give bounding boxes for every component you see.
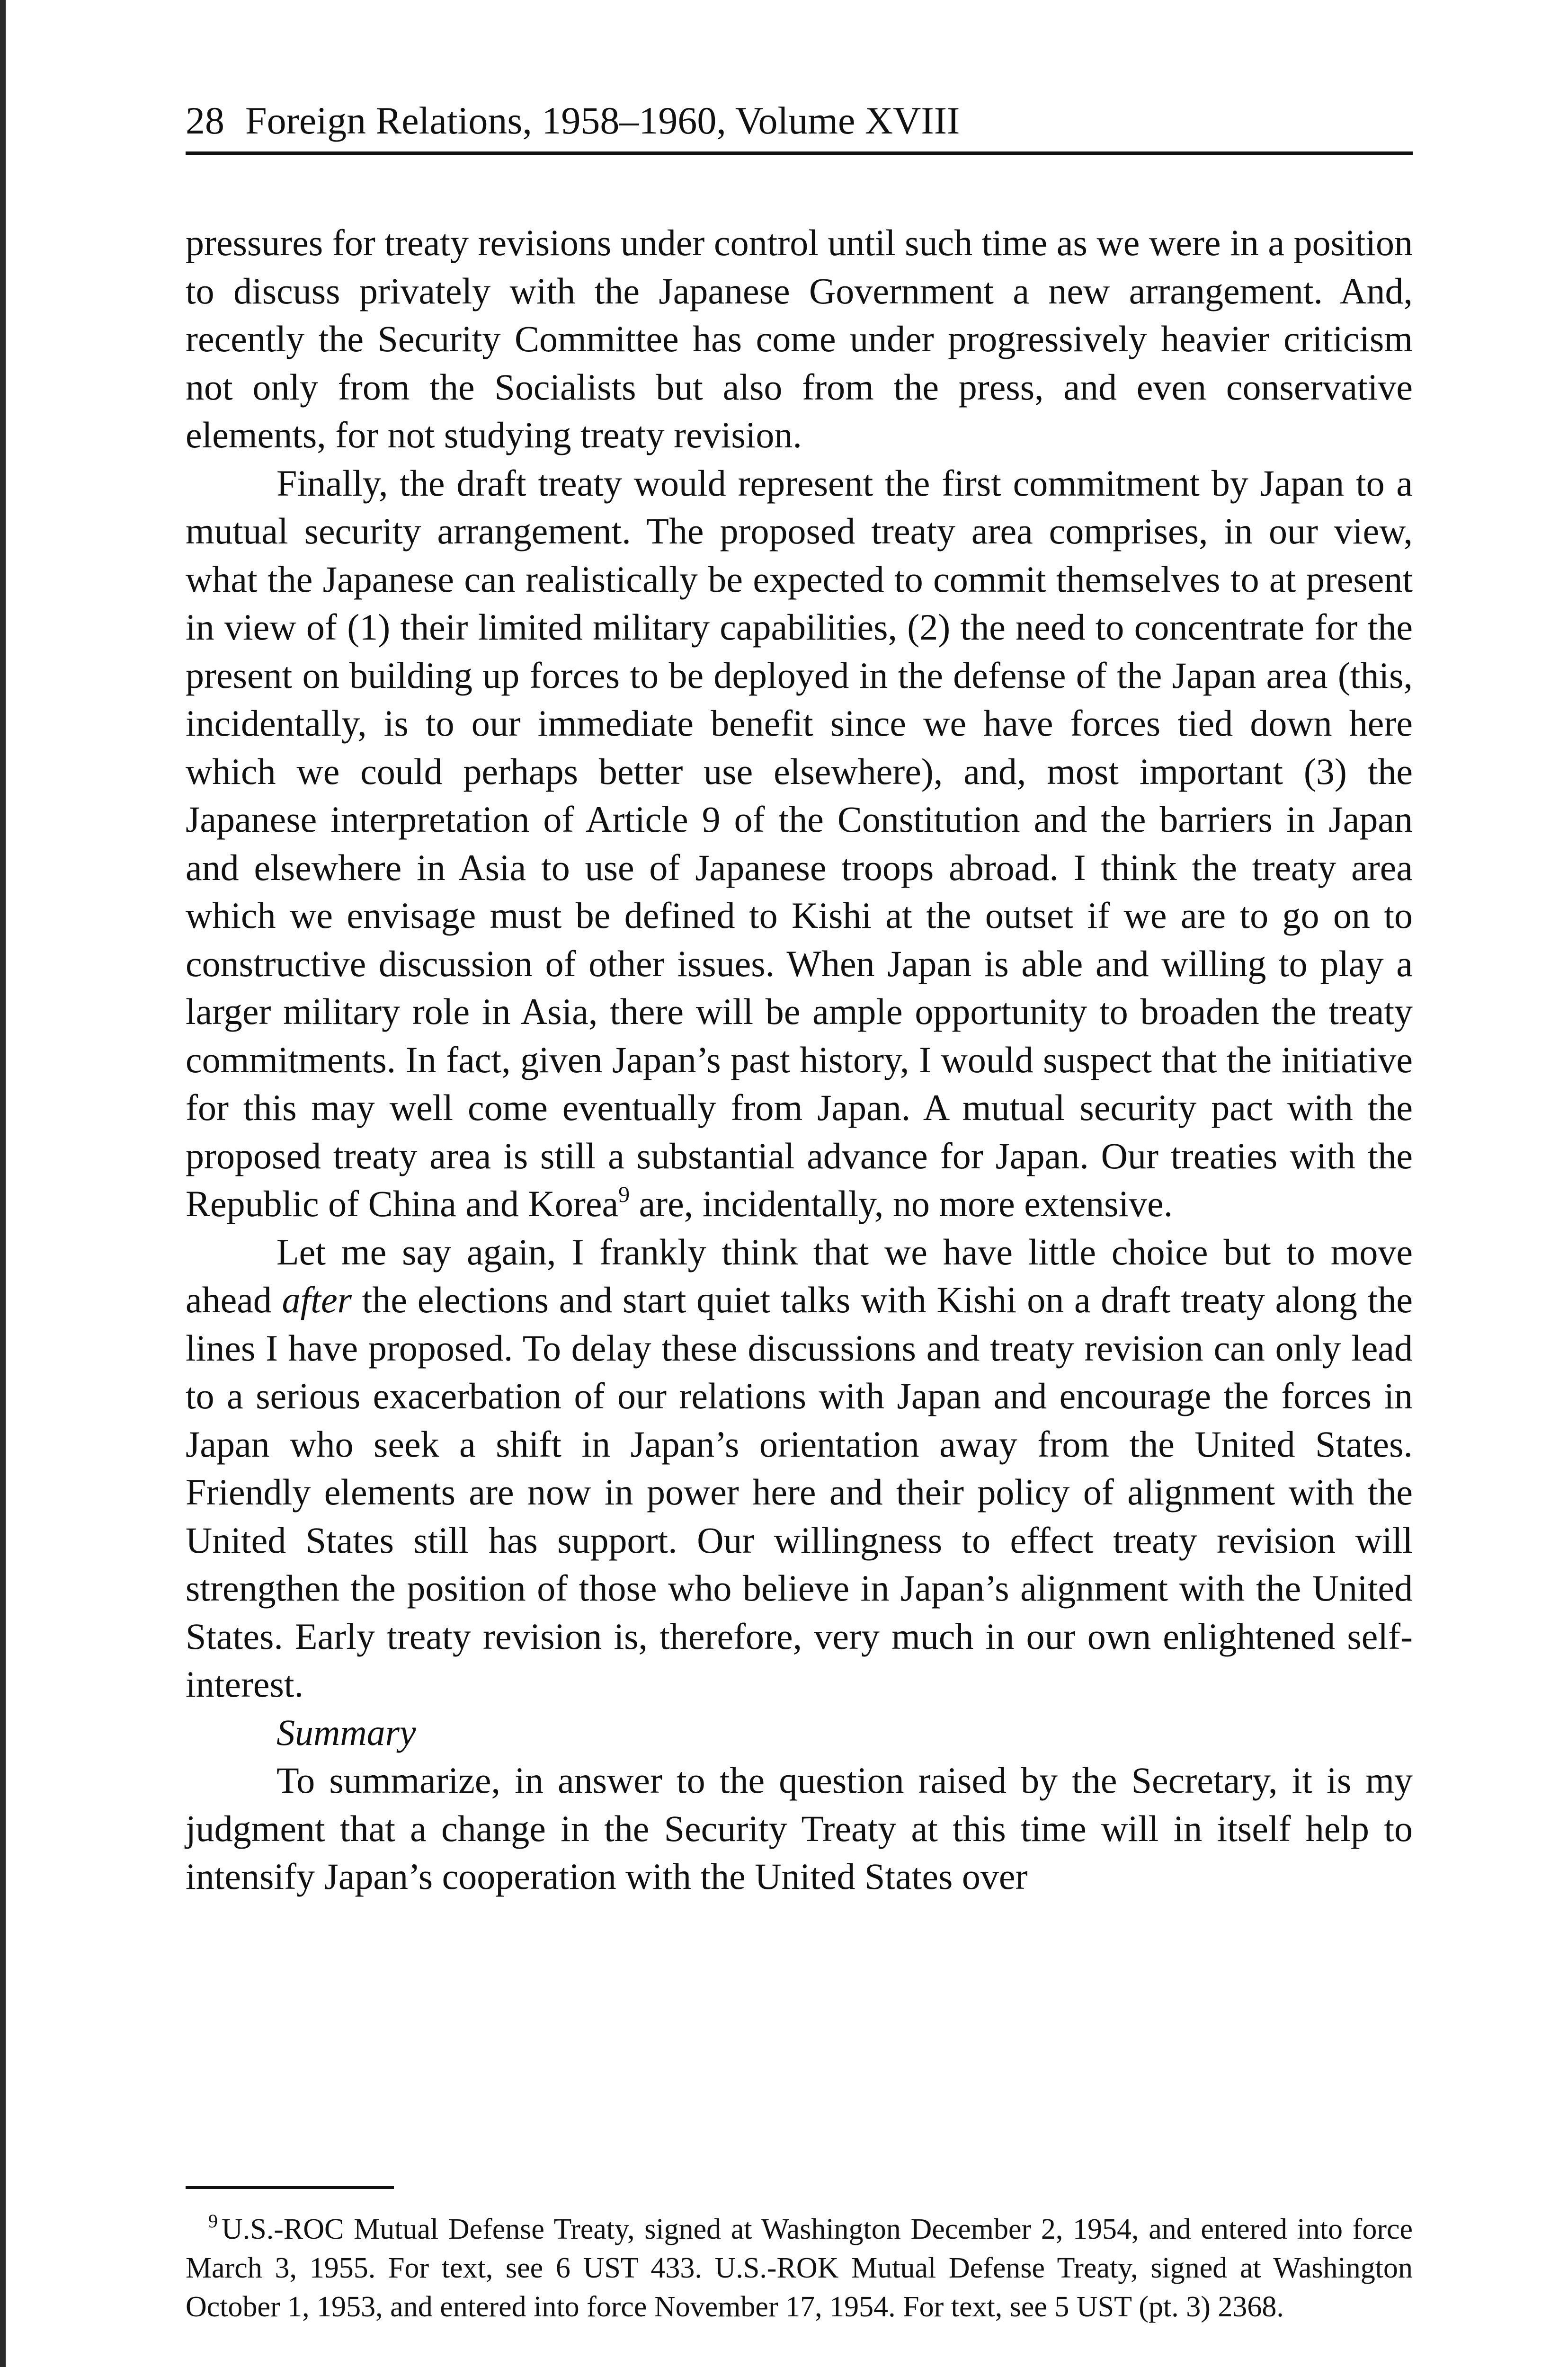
paragraph-2-text-end: are, incidentally, no more extensive. [630,1183,1173,1224]
body-text [186,219,1413,1901]
section-subhead: Summary [276,1711,416,1753]
paragraph-4: To summarize, in answer to the question raised by the Secretary, it is my judgment that a change in the Security Treaty at this time will in itself help to intensify Japan’s cooperation with the United States over [186,1760,1413,1897]
footnote-rule [186,2186,394,2189]
footnote-number: 9 [208,2210,218,2232]
paragraph-2-text: Finally, the draft treaty would represent the first commitment by Japan to a mutual security arrangement. The proposed treaty area comprises, in our view, what the Japanese can realistically be expected to commit themselves to at present in view of (1) their limited military capabilities, (2) the need to concentrate for the present on building up forces to be deployed in the defense of the Japan area (this, incidentally, is to our immediate benefit since we have forces tied down here which we could perhaps better use elsewhere), and, most important (3) the Japanese interpretation of Article 9 of the Constitution and the barriers in Japan and elsewhere in Asia to use of Japanese troops abroad. I think the treaty area which we envisage must be defined to Kishi at the outset if we are to go on to constructive discussion of other issues. When Japan is able and willing to play a larger military role in Asia, there will be ample opportunity to broaden the treaty commitments. In fact, given Japan’s past history, I would suspect that the initiative for this may well come eventually from Japan. A mutual security pact with the proposed treaty area is still a substantial advance for Japan. Our treaties with the Republic of China and Korea [186,462,1413,1224]
page-number: 28 [186,99,224,142]
paragraph-2 [186,459,1413,1228]
footnote [186,2210,1413,2326]
running-head [186,95,1417,147]
emphasis-after: after [282,1279,352,1320]
scan-edge [0,0,6,2367]
footnote-text: U.S.-ROC Mutual Defense Treaty, signed at Washington December 2, 1954, and entered into force March 3, 1955. For text, see 6 UST 433. U.S.-ROK Mutual Defense Treaty, signed at Washington October 1, 1953, and entered into force November 17, 1954. For text, see 5 UST (pt. 3) 2368. [186,2213,1413,2323]
running-title: Foreign Relations, 1958–1960, Volume XVIII [245,99,960,142]
paragraph-3-text: Let me say again, I frankly think that we have little choice but to move ahead [186,1231,1413,1320]
paragraph-3-text-end: the elections and start quiet talks with Kishi on a draft treaty along the lines I have proposed. To delay these discussions and treaty revision can only lead to a serious exacerbation of our relations with Japan and encourage the forces in Japan who seek a shift in Japan’s orientation away from the United States. Friendly elements are now in power here and their policy of alignment with the United States still has support. Our willingness to effect treaty revision will strengthen the position of those who believe in Japan’s alignment with the United States. Early treaty revision is, therefore, very much in our own enlightened self-interest. [186,1279,1413,1705]
footnote-reference: 9 [618,1182,630,1207]
footnote-9 [186,2210,1413,2326]
paragraph-3 [186,1228,1413,1709]
header-rule [186,151,1413,155]
paragraph-1: pressures for treaty revisions under control until such time as we were in a position to discuss privately with the Japanese Government a new arrangement. And, recently the Security Committee has come under progressively heavier criticism not only from the Socialists but also from the press, and even conservative elements, for not studying treaty revision. [186,222,1413,455]
